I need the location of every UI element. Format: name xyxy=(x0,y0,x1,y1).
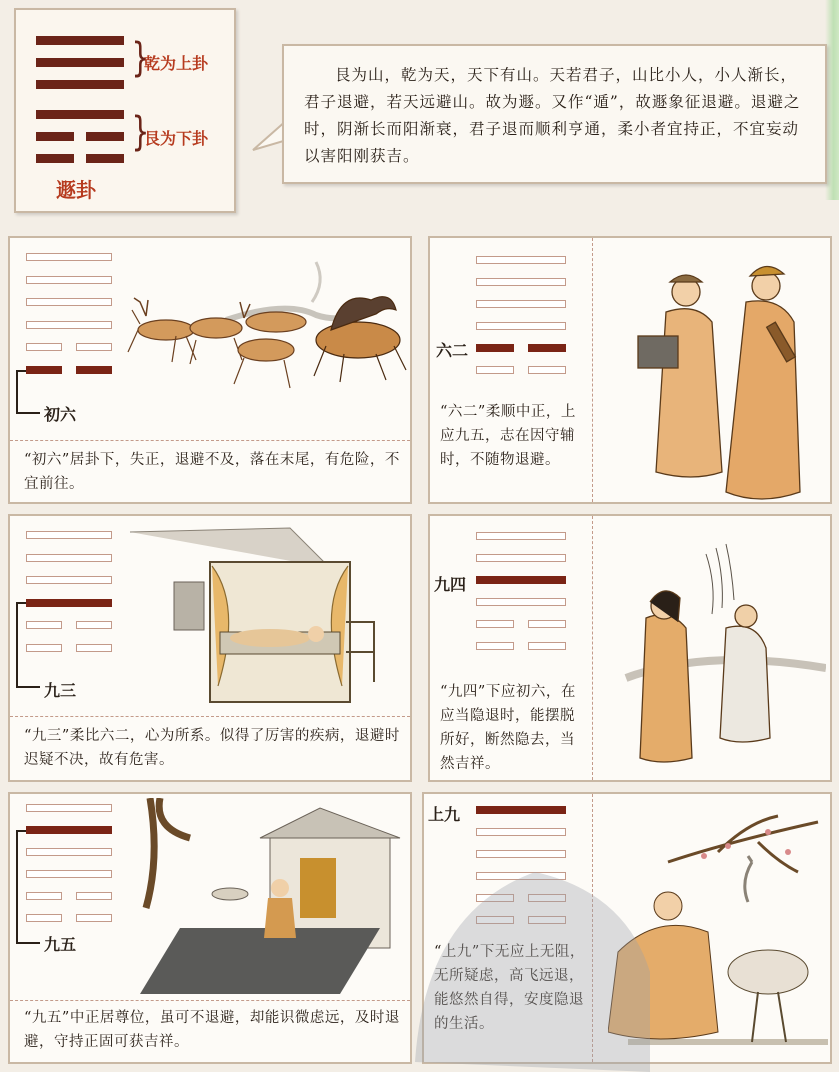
intro-bubble xyxy=(282,44,827,184)
yang-line xyxy=(36,110,124,119)
panel-jiu-wu xyxy=(8,792,412,1064)
line-label: 初六 xyxy=(44,405,77,424)
yang-line xyxy=(36,80,124,89)
panel-caption: “六二”柔顺中正，上应九五，志在因守辅时，不随物退避。 xyxy=(440,404,576,468)
line-label: 九五 xyxy=(44,935,77,954)
hermit-crane-illustration xyxy=(608,802,828,1062)
two-officials-illustration xyxy=(626,252,826,502)
recluse-illustration xyxy=(606,528,826,778)
intro-text: 艮为山，乾为天，天下有山。天若君子，山比小人，小人渐长，君子退避，若天远避山。故为遯。又作“遁”，故遯象征退避。退避之时，阴渐长而阳渐衰，君子退而顺利亨通，柔小者宜持正，不宜妄动以害阳刚获吉。 xyxy=(304,66,801,165)
deer-chase-illustration xyxy=(126,250,410,420)
panel-jiu-si xyxy=(428,514,832,782)
panel-jiu-san xyxy=(8,514,412,782)
panel-caption: “九三”柔比六二，心为所系。似得了厉害的疾病，退避时迟疑不决，故有危害。 xyxy=(24,728,400,768)
page-edge-decoration xyxy=(825,0,839,200)
line-label: 九三 xyxy=(44,681,77,700)
upper-trigram-label: 乾为上卦 xyxy=(144,54,209,73)
panel-chu-liu xyxy=(8,236,412,504)
sickbed-illustration xyxy=(120,522,408,712)
courtyard-illustration xyxy=(120,798,410,994)
yang-line xyxy=(36,36,124,45)
hexagram-name: 遯卦 xyxy=(56,178,96,202)
yin-line xyxy=(36,132,124,141)
hexagram-card xyxy=(14,8,236,213)
yang-line xyxy=(36,58,124,67)
panel-caption: “上九”下无应上无阻，无所疑虑，高飞远退，能悠然自得，安度隐退的生活。 xyxy=(434,944,585,1032)
panel-caption: “九五”中正居尊位，虽可不退避，却能识微虑远，及时退避，守持正固可获吉祥。 xyxy=(24,1010,400,1050)
lower-trigram-label: 艮为下卦 xyxy=(144,129,209,148)
line-label: 上九 xyxy=(428,805,461,824)
brace-icon: } xyxy=(131,109,150,155)
panel-shang-jiu xyxy=(422,792,832,1064)
line-label: 六二 xyxy=(436,341,469,360)
brace-icon: } xyxy=(131,35,150,81)
panel-caption: “九四”下应初六，在应当隐退时，能摆脱所好，断然隐去，当然吉祥。 xyxy=(440,684,576,772)
panel-liu-er xyxy=(428,236,832,504)
line-label: 九四 xyxy=(434,575,467,594)
panel-caption: “初六”居卦下，失正，退避不及，落在末尾，有危险，不宜前往。 xyxy=(24,452,400,492)
yin-line xyxy=(36,154,124,163)
